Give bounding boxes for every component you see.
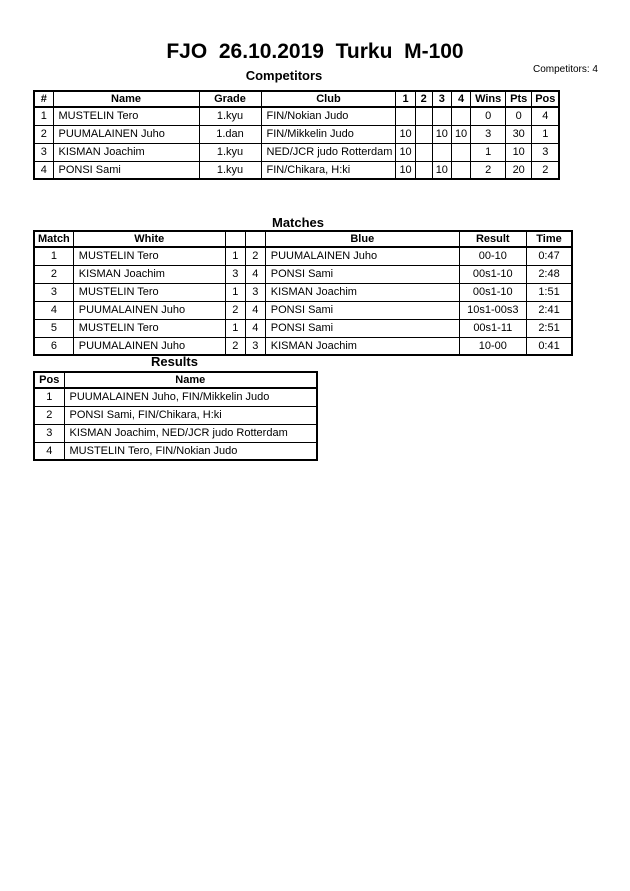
club-cell: FIN/Nokian Judo (261, 107, 396, 125)
name-cell: MUSTELIN Tero, FIN/Nokian Judo (64, 442, 317, 460)
blue-name-cell: KISMAN Joachim (265, 337, 459, 355)
match-row (34, 265, 572, 283)
score-3-cell: 10 (432, 125, 451, 143)
match-row (34, 319, 572, 337)
club-cell: FIN/Mikkelin Judo (261, 125, 396, 143)
name-cell: KISMAN Joachim, NED/JCR judo Rotterdam (64, 424, 317, 442)
matches-section-label: Matches (271, 215, 325, 230)
result-cell: 00-10 (459, 247, 526, 265)
pts-cell: 10 (506, 143, 532, 161)
score-2-cell (415, 107, 432, 125)
result-row (34, 442, 317, 460)
time-cell: 2:41 (526, 301, 572, 319)
competitors-section-label: Competitors (245, 68, 323, 83)
match-num-cell: 3 (34, 283, 73, 301)
match-row (34, 337, 572, 355)
name-cell: KISMAN Joachim (53, 143, 199, 161)
col-header-number: # (34, 91, 53, 107)
competitors-header-row (34, 91, 559, 107)
time-cell: 2:51 (526, 319, 572, 337)
white-name-cell: MUSTELIN Tero (73, 319, 225, 337)
result-cell: 10s1-00s3 (459, 301, 526, 319)
num-cell: 4 (34, 161, 53, 179)
blue-seed-cell: 2 (245, 247, 265, 265)
blue-seed-cell: 4 (245, 301, 265, 319)
col-header-round-3: 3 (432, 91, 451, 107)
grade-cell: 1.dan (199, 125, 261, 143)
blue-name-cell: KISMAN Joachim (265, 283, 459, 301)
pos-cell: 1 (532, 125, 560, 143)
match-num-cell: 6 (34, 337, 73, 355)
score-4-cell (451, 161, 470, 179)
score-2-cell (415, 143, 432, 161)
pos-cell: 3 (34, 424, 64, 442)
pts-cell: 30 (506, 125, 532, 143)
score-3-cell: 10 (432, 161, 451, 179)
result-cell: 10-00 (459, 337, 526, 355)
competitor-row (34, 107, 559, 125)
num-cell: 2 (34, 125, 53, 143)
name-cell: PUUMALAINEN Juho (53, 125, 199, 143)
col-header-pts: Pts (506, 91, 532, 107)
col-header-white: White (73, 231, 225, 247)
name-cell: MUSTELIN Tero (53, 107, 199, 125)
score-1-cell: 10 (396, 161, 415, 179)
result-row (34, 388, 317, 406)
col-header-time: Time (526, 231, 572, 247)
pos-cell: 3 (532, 143, 560, 161)
pos-cell: 2 (34, 406, 64, 424)
score-3-cell (432, 107, 451, 125)
pos-cell: 4 (532, 107, 560, 125)
blue-name-cell: PUUMALAINEN Juho (265, 247, 459, 265)
competitor-row (34, 161, 559, 179)
white-name-cell: PUUMALAINEN Juho (73, 301, 225, 319)
club-cell: NED/JCR judo Rotterdam (261, 143, 396, 161)
result-row (34, 406, 317, 424)
col-header-name: Name (64, 372, 317, 388)
wins-cell: 3 (471, 125, 506, 143)
pos-cell: 2 (532, 161, 560, 179)
col-header-blue-num (245, 231, 265, 247)
result-cell: 00s1-10 (459, 265, 526, 283)
col-header-wins: Wins (471, 91, 506, 107)
blue-seed-cell: 3 (245, 337, 265, 355)
wins-cell: 0 (471, 107, 506, 125)
match-row (34, 283, 572, 301)
blue-seed-cell: 3 (245, 283, 265, 301)
club-cell: FIN/Chikara, H:ki (261, 161, 396, 179)
match-num-cell: 4 (34, 301, 73, 319)
score-4-cell (451, 143, 470, 161)
match-num-cell: 2 (34, 265, 73, 283)
results-section-label: Results (151, 354, 198, 369)
white-seed-cell: 1 (225, 319, 245, 337)
num-cell: 1 (34, 107, 53, 125)
white-name-cell: PUUMALAINEN Juho (73, 337, 225, 355)
score-1-cell (396, 107, 415, 125)
num-cell: 3 (34, 143, 53, 161)
white-name-cell: MUSTELIN Tero (73, 247, 225, 265)
name-cell: PONSI Sami (53, 161, 199, 179)
time-cell: 0:47 (526, 247, 572, 265)
match-num-cell: 1 (34, 247, 73, 265)
white-name-cell: KISMAN Joachim (73, 265, 225, 283)
white-seed-cell: 3 (225, 265, 245, 283)
col-header-result: Result (459, 231, 526, 247)
score-2-cell (415, 125, 432, 143)
matches-header-row (34, 231, 572, 247)
score-3-cell (432, 143, 451, 161)
matches-table (33, 230, 573, 356)
white-seed-cell: 2 (225, 337, 245, 355)
white-seed-cell: 1 (225, 247, 245, 265)
time-cell: 1:51 (526, 283, 572, 301)
grade-cell: 1.kyu (199, 107, 261, 125)
blue-name-cell: PONSI Sami (265, 301, 459, 319)
blue-seed-cell: 4 (245, 319, 265, 337)
result-cell: 00s1-11 (459, 319, 526, 337)
time-cell: 2:48 (526, 265, 572, 283)
match-row (34, 301, 572, 319)
white-seed-cell: 2 (225, 301, 245, 319)
match-row (34, 247, 572, 265)
blue-name-cell: PONSI Sami (265, 265, 459, 283)
grade-cell: 1.kyu (199, 143, 261, 161)
col-header-match: Match (34, 231, 73, 247)
wins-cell: 1 (471, 143, 506, 161)
col-header-round-1: 1 (396, 91, 415, 107)
blue-seed-cell: 4 (245, 265, 265, 283)
name-cell: PUUMALAINEN Juho, FIN/Mikkelin Judo (64, 388, 317, 406)
col-header-blue: Blue (265, 231, 459, 247)
col-header-pos: Pos (532, 91, 560, 107)
page-title: FJO 26.10.2019 Turku M-100 (166, 40, 464, 63)
pos-cell: 4 (34, 442, 64, 460)
match-num-cell: 5 (34, 319, 73, 337)
grade-cell: 1.kyu (199, 161, 261, 179)
col-header-round-2: 2 (415, 91, 432, 107)
col-header-grade: Grade (199, 91, 261, 107)
pts-cell: 20 (506, 161, 532, 179)
score-1-cell: 10 (396, 125, 415, 143)
white-name-cell: MUSTELIN Tero (73, 283, 225, 301)
wins-cell: 2 (471, 161, 506, 179)
competitor-row (34, 143, 559, 161)
blue-name-cell: PONSI Sami (265, 319, 459, 337)
white-seed-cell: 1 (225, 283, 245, 301)
score-4-cell: 10 (451, 125, 470, 143)
score-4-cell (451, 107, 470, 125)
competitors-count: Competitors: 4 (532, 64, 598, 75)
name-cell: PONSI Sami, FIN/Chikara, H:ki (64, 406, 317, 424)
results-table (33, 371, 318, 461)
competitors-table (33, 90, 560, 180)
col-header-round-4: 4 (451, 91, 470, 107)
result-row (34, 424, 317, 442)
time-cell: 0:41 (526, 337, 572, 355)
competitor-row (34, 125, 559, 143)
col-header-club: Club (261, 91, 396, 107)
score-2-cell (415, 161, 432, 179)
result-cell: 00s1-10 (459, 283, 526, 301)
pts-cell: 0 (506, 107, 532, 125)
score-1-cell: 10 (396, 143, 415, 161)
col-header-pos: Pos (34, 372, 64, 388)
col-header-name: Name (53, 91, 199, 107)
col-header-white-num (225, 231, 245, 247)
results-header-row (34, 372, 317, 388)
pos-cell: 1 (34, 388, 64, 406)
